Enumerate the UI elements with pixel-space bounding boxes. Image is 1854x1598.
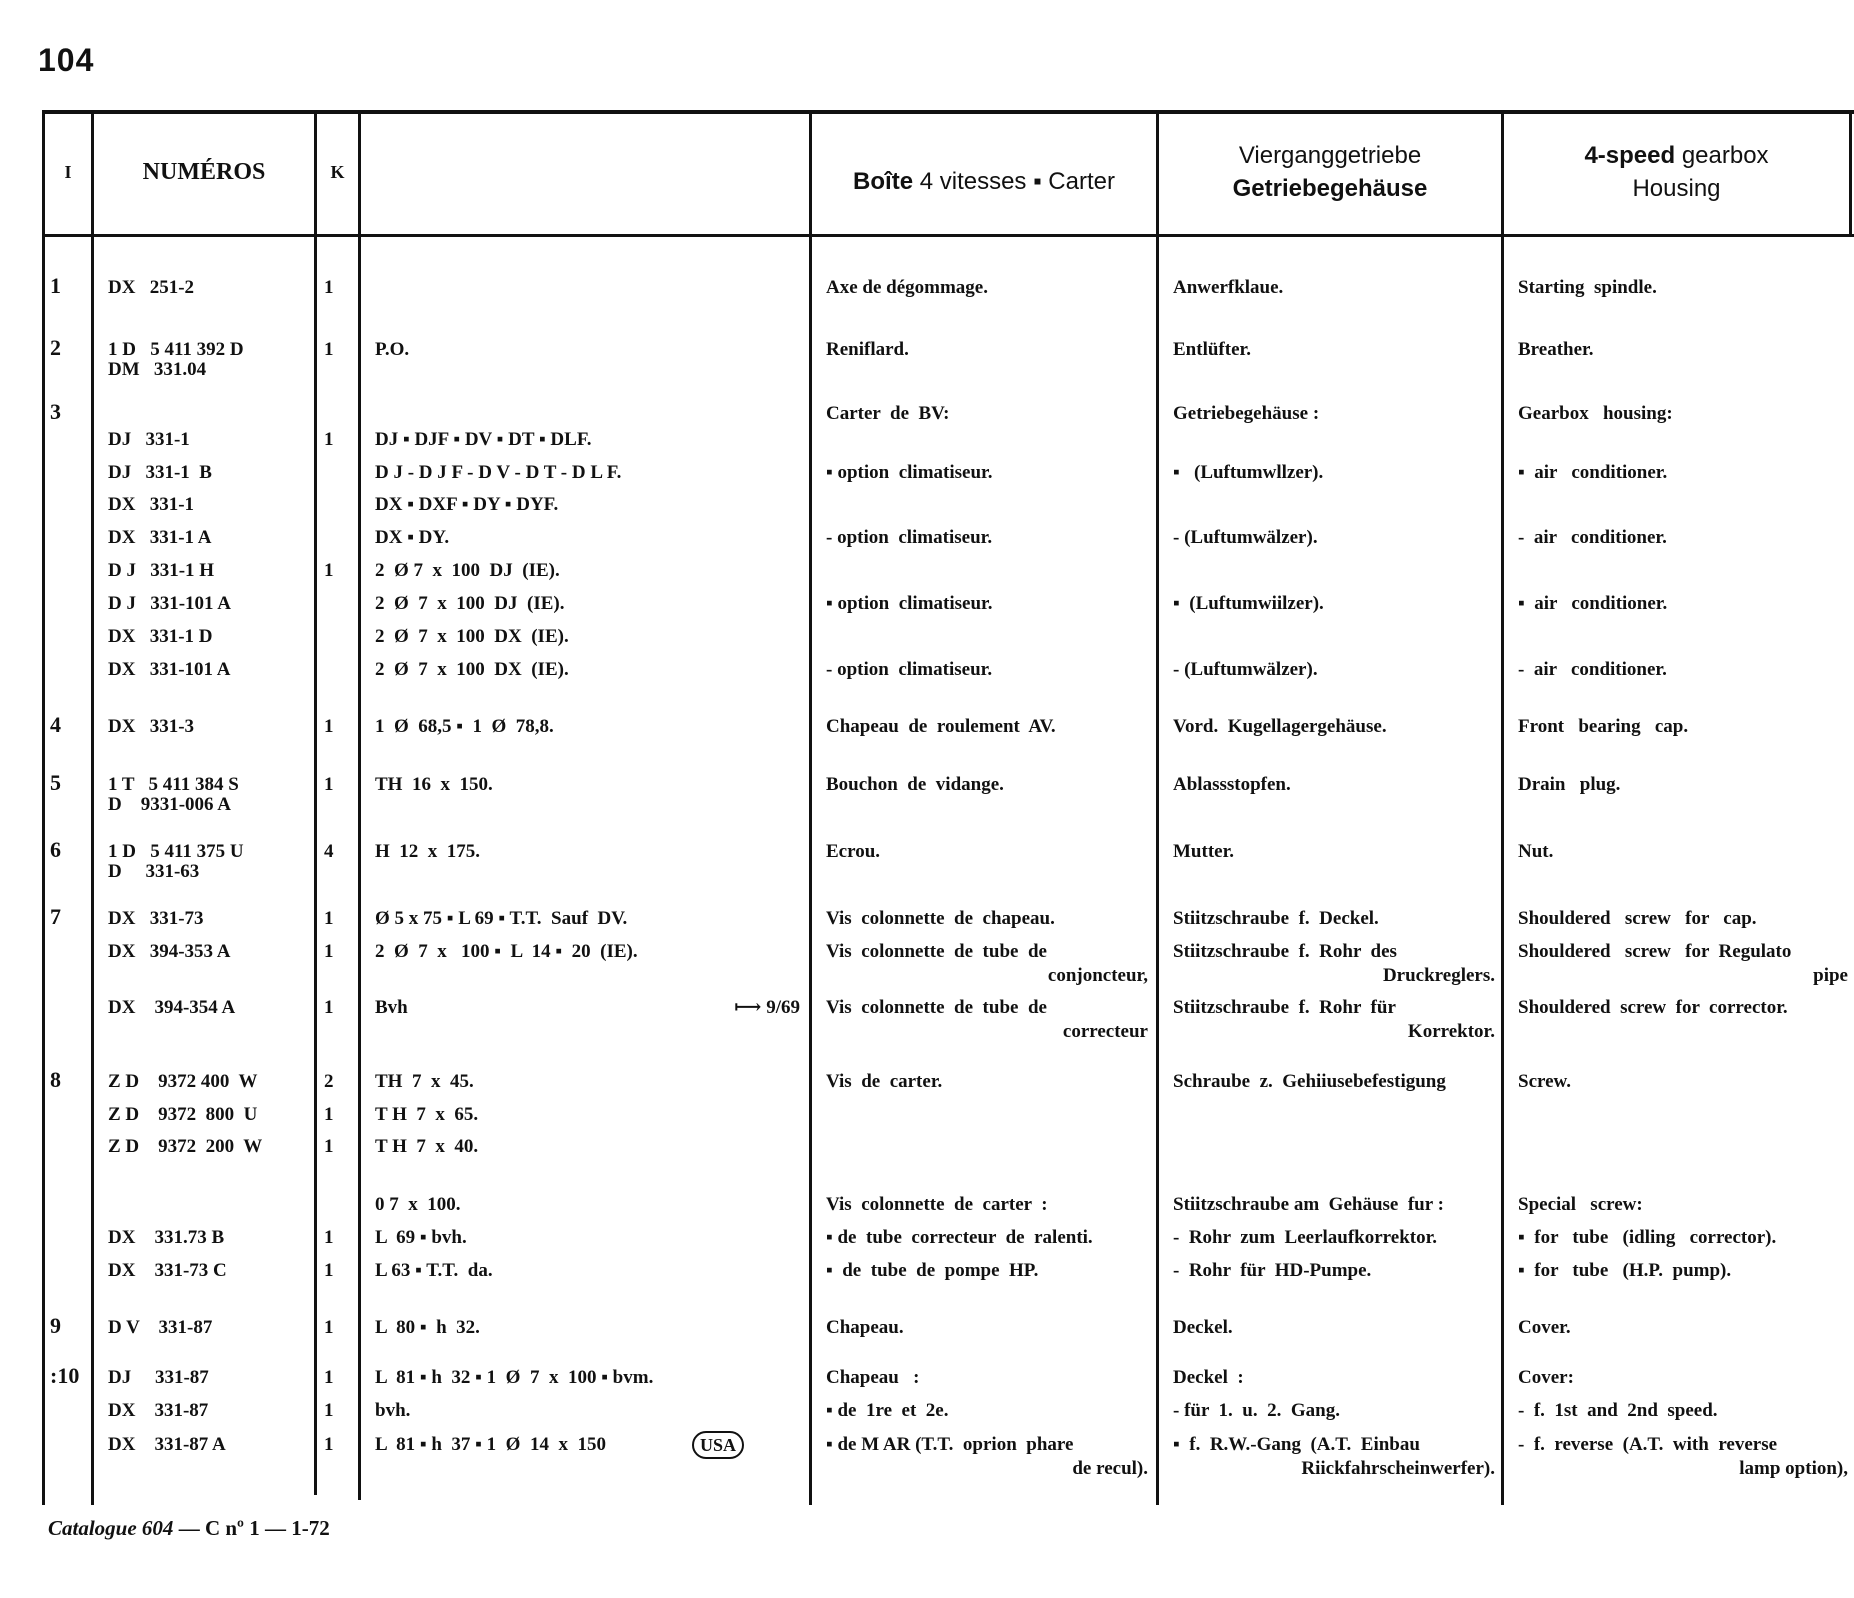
french-description: Vis de carter. [826,1071,943,1092]
quantity-k: 1 [324,1227,334,1248]
french-description: ▪ option climatiseur. [826,593,993,614]
french-description: Reniflard. [826,339,909,360]
german-description: Stiitzschraube f. Rohr des [1173,941,1397,962]
catalogue-footer [48,1516,330,1541]
part-number: D J 331-1 H [108,560,215,581]
part-number: DX 331-1 D [108,626,213,647]
english-description: Drain plug. [1518,774,1621,795]
col-divider [1501,110,1504,1505]
footer-rest: — C nº 1 — 1-72 [178,1516,330,1540]
quantity-k: 1 [324,1400,334,1421]
header-english-rest: gearbox [1681,142,1769,169]
part-number: DX 331-73 [108,908,204,929]
row-ref-number: 4 [50,712,61,737]
part-number: Z D 9372 400 W [108,1071,258,1092]
part-number-secondary: DM 331.04 [108,359,207,380]
part-number: DX 394-353 A [108,941,231,962]
english-description: Nut. [1518,841,1554,862]
english-description: ▪ for tube (idling corrector). [1518,1227,1777,1248]
footer-catalogue: Catalogue 604 [48,1516,174,1540]
row-ref-number: 2 [50,335,61,360]
french-description: Chapeau. [826,1317,904,1338]
part-number: 1 D 5 411 392 D [108,339,244,360]
header-index [45,110,91,234]
french-description: Chapeau : [826,1367,920,1388]
part-number: DX 331.73 B [108,1227,225,1248]
header-english-line1 [1584,139,1768,172]
french-description: - option climatiseur. [826,659,993,680]
french-description: ▪ de M AR (T.T. oprion phare [826,1434,1074,1455]
spec-text: DJ ▪ DJF ▪ DV ▪ DT ▪ DLF. [375,429,592,450]
quantity-k: 2 [324,1071,334,1092]
german-description: - Rohr für HD-Pumpe. [1173,1260,1372,1281]
header-german-line2: Getriebegehäuse [1232,175,1428,202]
part-number: 1 D 5 411 375 U [108,841,244,862]
english-description-cont: lamp option), [1739,1458,1848,1479]
header-k [317,110,358,234]
german-description: ▪ (Luftumwllzer). [1173,462,1324,483]
spec-text: L 81 ▪ h 37 ▪ 1 Ø 14 x 150 [375,1434,606,1455]
german-description: Vord. Kugellagergehäuse. [1173,716,1387,737]
row-ref-number: 8 [50,1067,61,1092]
col-divider [314,110,317,1495]
header-german-line1: Vierganggetriebe [1238,142,1422,169]
col-divider [91,110,94,1505]
french-description: Axe de dégommage. [826,277,988,298]
spec-text: T H 7 x 40. [375,1136,479,1157]
quantity-k: 1 [324,339,334,360]
spec-text: D J - D J F - D V - D T - D L F. [375,462,622,483]
french-description: Vis colonnette de chapeau. [826,908,1055,929]
col-divider [42,110,45,1505]
row-ref-number: 7 [50,904,61,929]
german-description: Schraube z. Gehiiusebefestigung [1173,1071,1446,1092]
quantity-k: 1 [324,1367,334,1388]
spec-text: DX ▪ DY. [375,527,450,548]
english-description: - air conditioner. [1518,659,1667,680]
english-description: Front bearing cap. [1518,716,1689,737]
german-description: Deckel : [1173,1367,1244,1388]
col-divider [358,110,361,1500]
part-number: DX 331-73 C [108,1260,227,1281]
quantity-k: 1 [324,1317,334,1338]
english-description: Gearbox housing: [1518,403,1673,424]
header-french-rest: 4 vitesses ▪ Carter [919,167,1115,195]
french-description: - option climatiseur. [826,527,993,548]
french-description: ▪ de 1re et 2e. [826,1400,949,1421]
quantity-k: 1 [324,1136,334,1157]
english-description: Starting spindle. [1518,277,1657,298]
part-number-secondary: D 9331-006 A [108,794,231,815]
part-number: DJ 331-1 [108,429,190,450]
english-description-cont: pipe [1813,965,1848,986]
english-description: Shouldered screw for Regulato [1518,941,1792,962]
french-description: Vis colonnette de carter : [826,1194,1048,1215]
quantity-k: 1 [324,429,334,450]
row-ref-number: :10 [50,1363,80,1388]
col-divider [1156,110,1159,1505]
french-description-cont: conjoncteur, [1047,965,1148,986]
spec-text: TH 16 x 150. [375,774,493,795]
german-description: Stiitzschraube f. Deckel. [1173,908,1379,929]
french-description: Vis colonnette de tube de [826,941,1047,962]
header-english-bold: 4-speed [1584,142,1676,169]
spec-text: Bvh [375,997,408,1018]
english-description: ▪ for tube (H.P. pump). [1518,1260,1732,1281]
col-divider [809,110,812,1505]
quantity-k: 1 [324,1434,334,1455]
french-description-cont: de recul). [1072,1458,1148,1479]
row-ref-number: 6 [50,837,61,862]
german-description: Ablassstopfen. [1173,774,1291,795]
french-description: ▪ de tube de pompe HP. [826,1260,1039,1281]
french-description: Vis colonnette de tube de [826,997,1047,1018]
header-numbers [94,110,314,234]
english-description: Cover: [1518,1367,1574,1388]
part-number: DX 331-87 [108,1400,209,1421]
french-description: Carter de BV: [826,403,950,424]
german-description: - Rohr zum Leerlaufkorrektor. [1173,1227,1438,1248]
part-number-secondary: D 331-63 [108,861,200,882]
spec-text: L 81 ▪ h 32 ▪ 1 Ø 7 x 100 ▪ bvm. [375,1367,654,1388]
quantity-k: 1 [324,716,334,737]
part-number: DX 331-3 [108,716,195,737]
german-description: - für 1. u. 2. Gang. [1173,1400,1340,1421]
quantity-k: 4 [324,841,334,862]
header-index-label: I [64,161,72,182]
english-description: ▪ air conditioner. [1518,462,1668,483]
quantity-k: 1 [324,1104,334,1125]
spec-text: 2 Ø 7 x 100 DJ (IE). [375,593,565,614]
row-ref-number: 5 [50,770,61,795]
quantity-k: 1 [324,908,334,929]
part-number: DJ 331-1 B [108,462,212,483]
english-description: - air conditioner. [1518,527,1667,548]
part-number: Z D 9372 200 W [108,1136,263,1157]
usa-badge: USA [692,1431,744,1459]
row-ref-number: 1 [50,273,61,298]
spec-arrow-date: ⟼ 9/69 [734,997,800,1018]
german-description-cont: Korrektor. [1407,1021,1495,1042]
english-description: Shouldered screw for corrector. [1518,997,1788,1018]
german-description: Mutter. [1173,841,1235,862]
english-description: Screw. [1518,1071,1571,1092]
row-ref-number: 9 [50,1313,61,1338]
english-description: Cover. [1518,1317,1571,1338]
spec-text: 2 Ø 7 x 100 DX (IE). [375,659,569,680]
french-description: ▪ option climatiseur. [826,462,993,483]
spec-text: bvh. [375,1400,411,1421]
german-description: Deckel. [1173,1317,1233,1338]
header-k-label: K [330,161,345,182]
quantity-k: 1 [324,277,334,298]
german-description: ▪ (Luftumwiilzer). [1173,593,1324,614]
quantity-k: 1 [324,774,334,795]
header-german [1159,110,1501,234]
parts-table [42,110,1854,1505]
row-ref-number: 3 [50,399,61,424]
spec-text: 2 Ø 7 x 100 DJ (IE). [375,560,560,581]
french-description: Ecrou. [826,841,881,862]
spec-text: H 12 x 175. [375,841,481,862]
german-description: - (Luftumwälzer). [1173,659,1318,680]
part-number: D J 331-101 A [108,593,231,614]
spec-text: L 63 ▪ T.T. da. [375,1260,493,1281]
french-description: Chapeau de roulement AV. [826,716,1056,737]
spec-text: 2 Ø 7 x 100 ▪ L 14 ▪ 20 (IE). [375,941,638,962]
english-description: ▪ air conditioner. [1518,593,1668,614]
header-numbers-label: NUMÉROS [142,158,266,185]
french-description-cont: correcteur [1062,1021,1148,1042]
part-number: DX 331-1 A [108,527,212,548]
german-description: Entlüfter. [1173,339,1251,360]
german-description: Stiitzschraube f. Rohr für [1173,997,1396,1018]
part-number: D V 331-87 [108,1317,213,1338]
english-description: Breather. [1518,339,1594,360]
spec-text: TH 7 x 45. [375,1071,474,1092]
spec-text: T H 7 x 65. [375,1104,479,1125]
part-number: DJ 331-87 [108,1367,209,1388]
german-description: Stiitzschraube am Gehäuse fur : [1173,1194,1444,1215]
german-description: - (Luftumwälzer). [1173,527,1318,548]
part-number: DX 331-87 A [108,1434,226,1455]
header-french [812,110,1156,234]
german-description: ▪ f. R.W.-Gang (A.T. Einbau [1173,1434,1420,1455]
part-number: Z D 9372 800 U [108,1104,258,1125]
col-divider [1849,110,1852,234]
header-french-title [853,165,1115,198]
spec-text: DX ▪ DXF ▪ DY ▪ DYF. [375,494,559,515]
english-description: Special screw: [1518,1194,1643,1215]
spec-text: L 69 ▪ bvh. [375,1227,467,1248]
english-description: - f. reverse (A.T. with reverse [1518,1434,1778,1455]
german-description: Anwerfklaue. [1173,277,1284,298]
header-french-bold: Boîte [853,167,914,195]
german-description-cont: Riickfahrscheinwerfer). [1301,1458,1495,1479]
quantity-k: 1 [324,560,334,581]
quantity-k: 1 [324,997,334,1018]
part-number: DX 394-354 A [108,997,236,1018]
french-description: ▪ de tube correcteur de ralenti. [826,1227,1093,1248]
header-english-line2: Housing [1632,175,1721,202]
quantity-k: 1 [324,1260,334,1281]
spec-text: 0 7 x 100. [375,1194,461,1215]
english-description: - f. 1st and 2nd speed. [1518,1400,1718,1421]
spec-text: Ø 5 x 75 ▪ L 69 ▪ T.T. Sauf DV. [375,908,628,929]
header-english [1504,110,1849,234]
french-description: Bouchon de vidange. [826,774,1004,795]
quantity-k: 1 [324,941,334,962]
part-number: DX 251-2 [108,277,195,298]
part-number: DX 331-1 [108,494,195,515]
german-description-cont: Druckreglers. [1382,965,1495,986]
spec-text: 1 Ø 68,5 ▪ 1 Ø 78,8. [375,716,554,737]
part-number: 1 T 5 411 384 S [108,774,239,795]
spec-text: P.O. [375,339,410,360]
spec-text: L 80 ▪ h 32. [375,1317,480,1338]
spec-text: 2 Ø 7 x 100 DX (IE). [375,626,569,647]
part-number: DX 331-101 A [108,659,231,680]
page-number: 104 [38,42,95,78]
german-description: Getriebegehäuse : [1173,403,1320,424]
english-description: Shouldered screw for cap. [1518,908,1757,929]
